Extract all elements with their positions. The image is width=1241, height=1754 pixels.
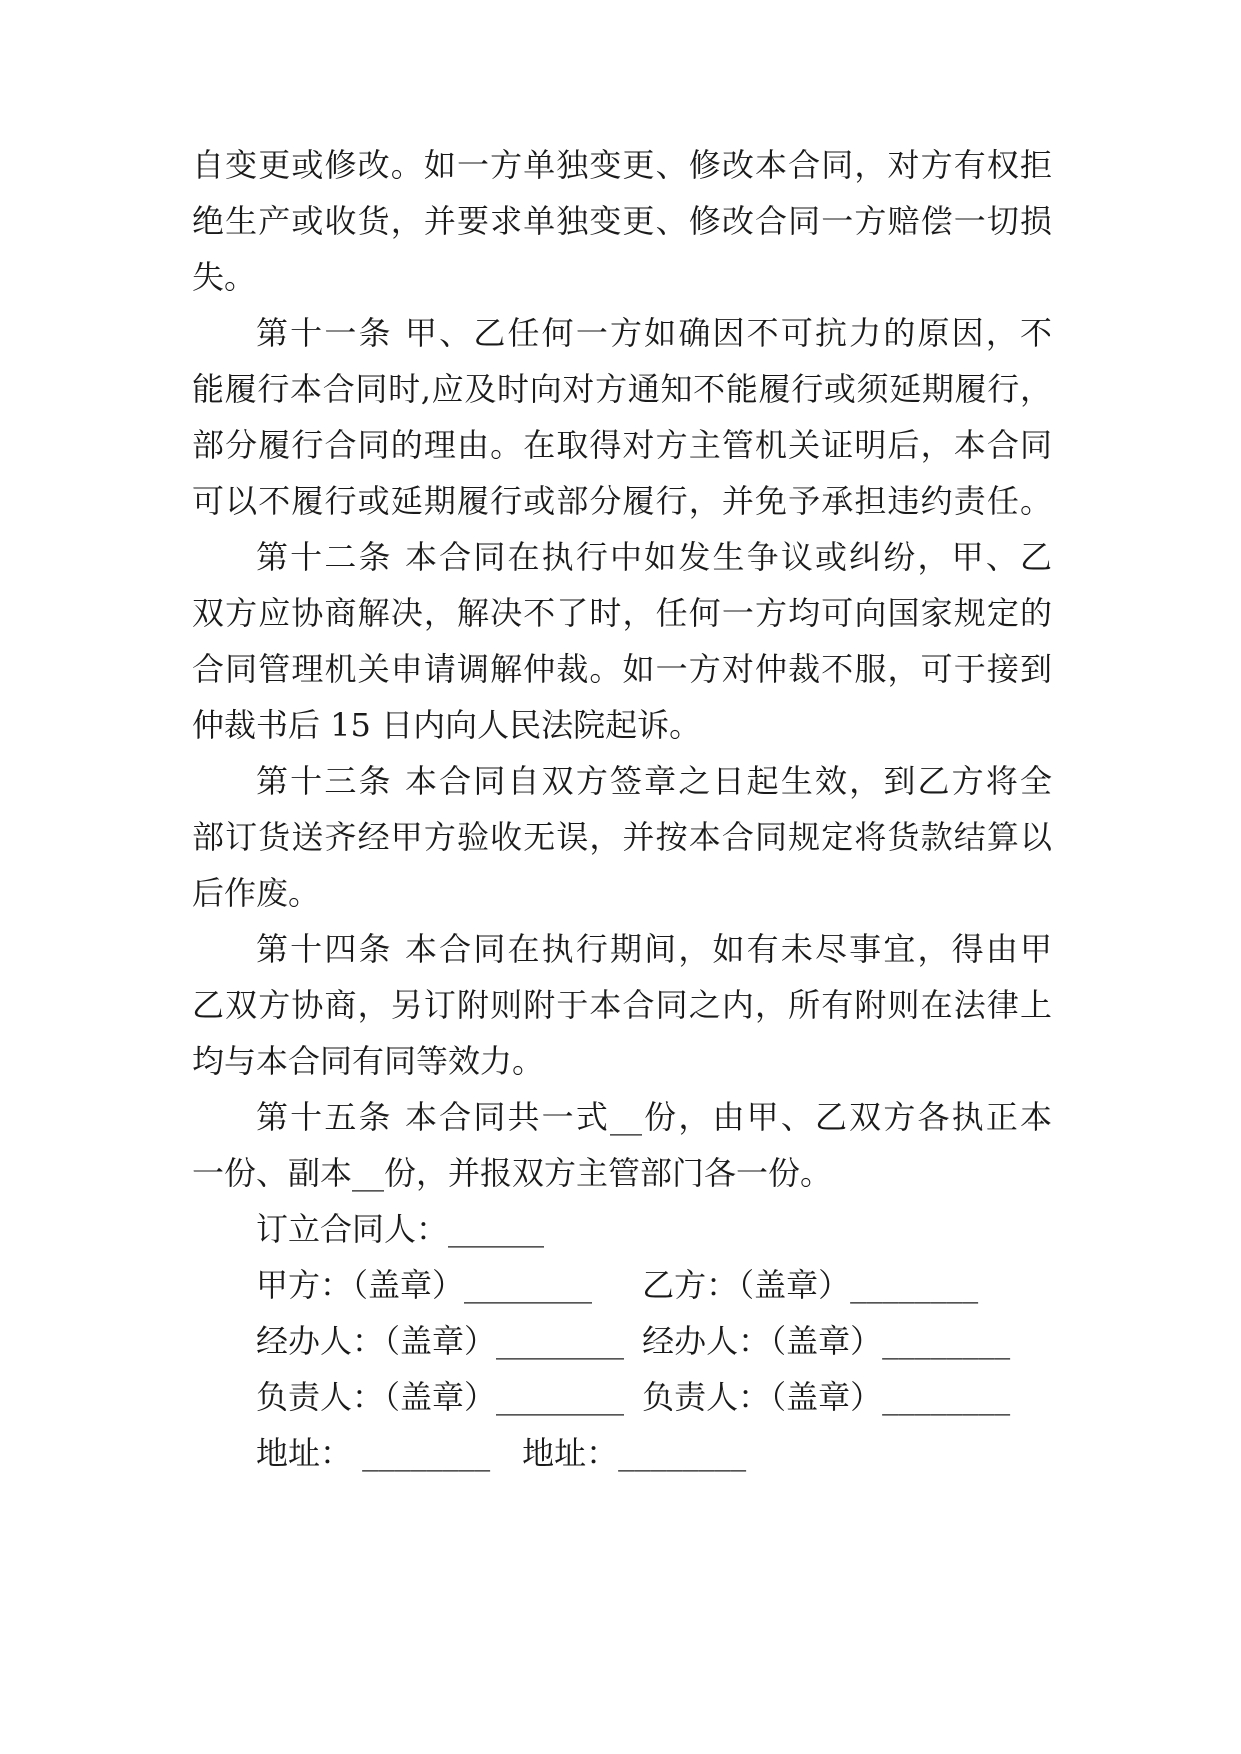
paragraph-line: 自变更或修改。如一方单独变更、修改本合同，对方有权拒: [192, 146, 1052, 184]
article-15-line: 一份、副本__份，并报双方主管部门各一份。: [192, 1154, 833, 1192]
article-12-line: 双方应协商解决，解决不了时，任何一方均可向国家规定的: [192, 594, 1052, 632]
article-11-line: 能履行本合同时,应及时向对方通知不能履行或须延期履行，: [192, 370, 1052, 408]
article-14-line: 第十四条 本合同在执行期间，如有未尽事宜，得由甲: [256, 930, 1052, 968]
article-13-line: 部订货送齐经甲方验收无误，并按本合同规定将货款结算以: [192, 818, 1052, 856]
address-a-field: 地址： ________: [256, 1434, 491, 1472]
signature-leader-row: [256, 1368, 1010, 1426]
article-12-line: 合同管理机关申请调解仲裁。如一方对仲裁不服，可于接到: [192, 650, 1052, 688]
article-11-line: 部分履行合同的理由。在取得对方主管机关证明后，本合同: [192, 426, 1052, 464]
article-11-line: 可以不履行或延期履行或部分履行，并免予承担违约责任。: [192, 482, 1052, 520]
party-b-field: 乙方：（盖章）________: [642, 1266, 979, 1304]
leader-a-field: 负责人：（盖章）________: [256, 1378, 625, 1416]
article-13-line: 第十三条 本合同自双方签章之日起生效，到乙方将全: [256, 762, 1052, 800]
handler-a-field: 经办人：（盖章）________: [256, 1322, 625, 1360]
article-11-line: 第十一条 甲、乙任何一方如确因不可抗力的原因，不: [256, 314, 1052, 352]
signature-contractor-row: [256, 1200, 544, 1258]
handler-b-field: 经办人：（盖章）________: [642, 1322, 1011, 1360]
address-b-field: 地址：________: [522, 1434, 747, 1472]
signature-handler-row: [256, 1312, 1010, 1370]
leader-b-field: 负责人：（盖章）________: [642, 1378, 1011, 1416]
paragraph-line: 失。: [192, 258, 257, 296]
article-15-line: 第十五条 本合同共一式__份，由甲、乙双方各执正本: [256, 1098, 1052, 1136]
article-12-line: 第十二条 本合同在执行中如发生争议或纠纷，甲、乙: [256, 538, 1052, 576]
article-14-line: 乙双方协商，另订附则附于本合同之内，所有附则在法律上: [192, 986, 1052, 1024]
article-14-line: 均与本合同有同等效力。: [192, 1042, 545, 1080]
signature-party-row: [256, 1256, 978, 1314]
contractor-field: 订立合同人：______: [256, 1210, 545, 1248]
article-13-line: 后作废。: [192, 874, 321, 912]
paragraph-line: 绝生产或收货，并要求单独变更、修改合同一方赔偿一切损: [192, 202, 1052, 240]
party-a-field: 甲方：（盖章）________: [256, 1266, 593, 1304]
signature-address-row: [256, 1424, 746, 1482]
article-12-line: 仲裁书后 15 日内向人民法院起诉。: [192, 706, 702, 744]
